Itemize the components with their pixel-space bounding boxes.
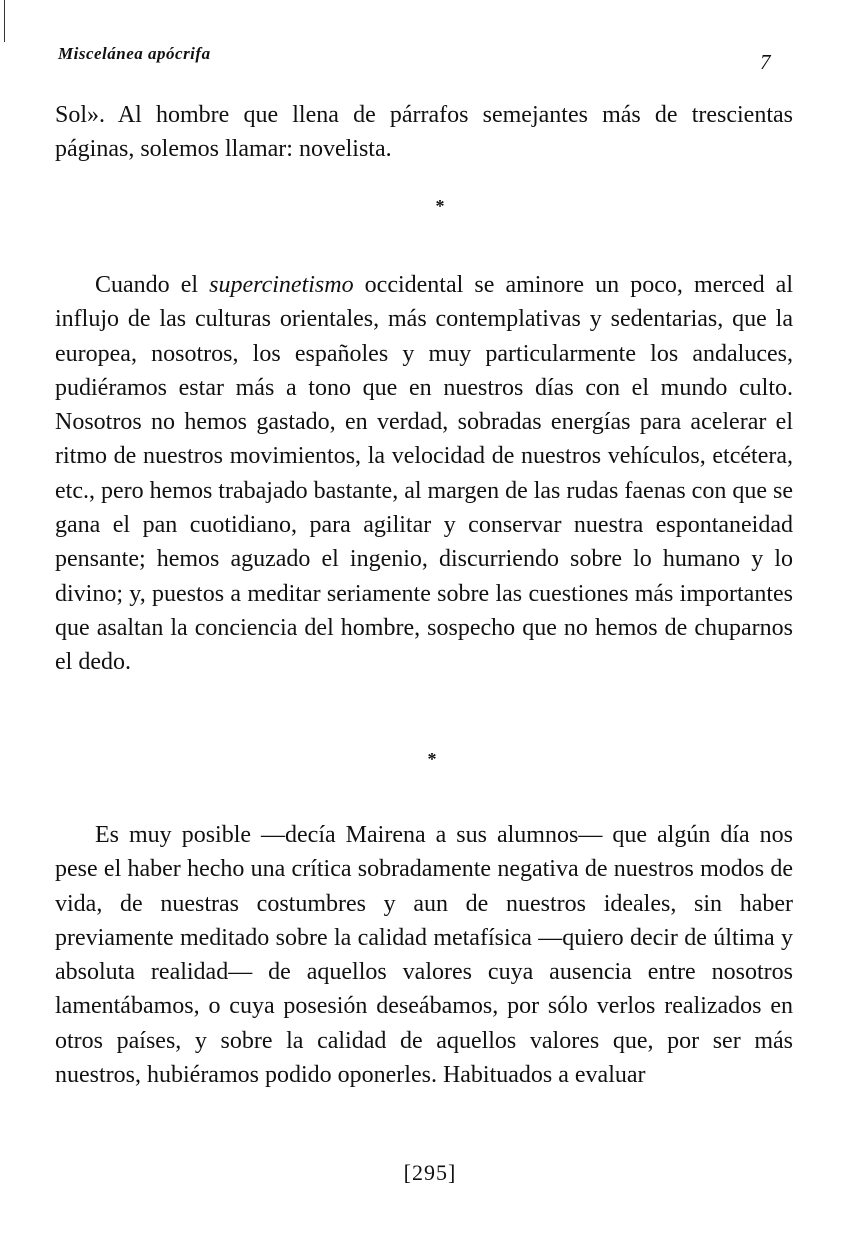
paragraph-text-start: Cuando el xyxy=(95,272,210,298)
paragraph-mairena xyxy=(55,818,793,1092)
page-number: 7 xyxy=(760,50,771,74)
page-edge-line xyxy=(4,0,5,42)
running-title: Miscelánea apócrifa xyxy=(58,44,211,63)
section-separator: * xyxy=(435,196,445,216)
emphasized-term: supercinetismo xyxy=(209,272,354,298)
section-separator: * xyxy=(427,749,437,769)
paragraph-text: Sol». Al hombre que llena de párrafos semejantes más de trescientas páginas, solemos llamar: novelista. xyxy=(55,102,793,163)
paragraph-text xyxy=(55,268,793,680)
paragraph-text: Es muy posible —decía Mairena a sus alumnos— que algún día nos pese el haber hecho una crítica sobradamente negativa de nuestros modos de vida, de nuestras costumbres y aun de nuestros ideales, sin haber previamente meditado sobre la calidad metafísica —quiero decir de última y absoluta realidad— de aquellos valores cuya ausencia entre nosotros lamentábamos, o cuya posesión deseábamos, por sólo verlos realizados en otros países, y sobre la calidad de aquellos valores que, por ser más nuestros, hubiéramos podido oponerles. Habituados a evaluar xyxy=(55,822,793,1089)
paragraph-continued xyxy=(55,98,793,167)
paragraph-text-rest: occidental se aminore un poco, merced al influjo de las culturas orientales, más contemplativas y sedentarias, que la europea, nosotros, los españoles y muy particularmente los andaluces, pudiéramos estar más a tono que en nuestros días con el mundo culto. Nosotros no hemos gastado, en verdad, sobradas energías para acelerar el ritmo de nuestros movimientos, la velocidad de nuestros vehículos, etcétera, etc., pero hemos trabajado bastante, al margen de las rudas faenas con que se gana el pan cuotidiano, para agilitar y conservar nuestra espontaneidad pensante; hemos aguzado el ingenio, discurriendo sobre lo humano y lo divino; y, puestos a meditar seriamente sobre las cuestiones más importantes que asaltan la conciencia del hombre, sospecho que no hemos de chuparnos el dedo. xyxy=(55,272,794,676)
folio-number: [295] xyxy=(403,1160,457,1185)
paragraph-supercinetismo xyxy=(55,268,793,680)
